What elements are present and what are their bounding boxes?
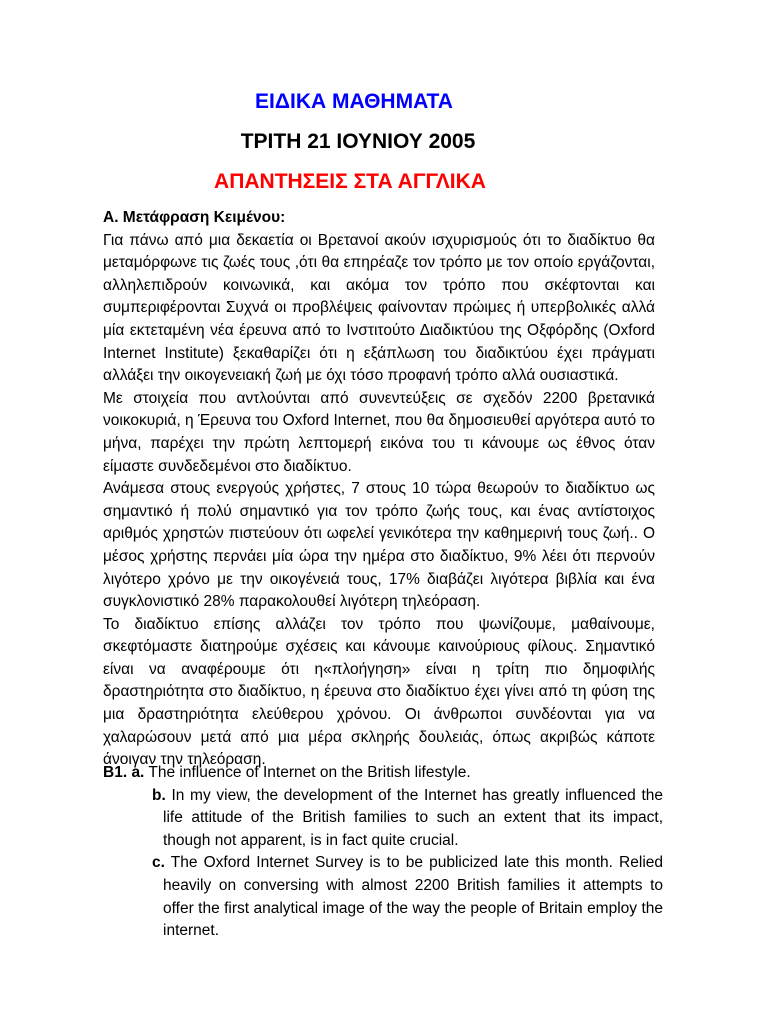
b1-item-c-text: The Oxford Internet Survey is to be publicized late this month. Relied heavily on conversing with almost 2200 British families it attempts to offer the first analytical image of the way the people of Britain employ the internet. [163,854,663,940]
b1-item-a-label: a. [131,764,145,781]
b1-item-a-text: The influence of Internet on the British lifestyle. [144,764,471,781]
document-subtitle: ΑΠΑΝΤΗΣΕΙΣ ΣΤΑ ΑΓΓΛΙΚΑ [214,170,486,193]
section-a-paragraph: Το διαδίκτυο επίσης αλλάζει τον τρόπο που ψωνίζουμε, μαθαίνουμε, σκεφτόμαστε διατηρούμε σχέσεις και κάνουμε καινούριους φίλους. Σημαντικό είναι να αναφέρουμε ότι η«πλοήγηση» είναι η τρίτη πιο δημοφιλής δραστηριότητα στο διαδίκτυο, η έρευνα στο διαδίκτυο έχει γίνει από τη φύση της μια δραστηριότητα ελεύθερου χρόνου. Οι άνθρωποι συνδέονται για να χαλαρώσουν μετά από μια μέρα σκληρής δουλειάς, όπως ακριβώς κάποτε άνοιγαν την τηλεόραση. [103,615,655,769]
b1-item-b [103,785,663,853]
b1-item-c-label: c. [152,854,165,872]
section-a-paragraph: Για πάνω από μια δεκαετία οι Βρετανοί ακούν ισχυρισμούς ότι το διαδίκτυο θα μεταμόρφωνε τις ζωές τους ,ότι θα επηρέαζε τον τρόπο με τον οποίο εργάζονται, αλληλεπιδρούν κοινωνικά, και ακόμα τον τρόπο που σκέφτονται και συμπεριφέρονται Συχνά οι προβλέψεις φαίνονταν πρώιμες ή υπερβολικές αλλά μία εκτεταμένη νέα έρευνα από το Ινστιτούτο Διαδικτύου της Οξφόρδης (Oxford Internet Institute) ξεκαθαρίζει ότι η εξάπλωση του διαδικτύου έχει πράγματι αλλάξει την οικογενειακή ζωή με όχι τόσο προφανή τρόπο αλλά ουσιαστικά. [103,231,655,385]
b1-item-b-label: b. [152,786,166,804]
b1-item-c [103,852,663,942]
section-a-paragraph: Με στοιχεία που αντλούνται από συνεντεύξεις σε σχεδόν 2200 βρετανικά νοικοκυριά, η Έρευνα του Oxford Internet, που θα δημοσιευθεί αργότερα αυτό το μήνα, παρέχει την πρώτη λεπτομερή εικόνα του τι κάνουμε ως έθνος όταν είμαστε συνδεδεμένοι στο διαδίκτυο. [103,389,655,475]
b1-number: Β1. [103,764,128,781]
exam-date: ΤΡΙΤΗ 21 ΙΟΥΝΙΟΥ 2005 [240,130,476,153]
section-a-heading: Α. Μετάφραση Κειμένου: [103,209,286,226]
b1-item-b-text: In my view, the development of the Internet has greatly influenced the life attitude of the British families to such an extent that its impact, though not apparent, is in fact quite crucial. [163,786,663,849]
b1-item-a [103,762,663,785]
section-b1 [103,762,663,943]
section-a [103,207,655,772]
document-title: ΕΙΔΙΚΑ ΜΑΘΗΜΑΤΑ [255,90,453,113]
section-a-paragraph: Ανάμεσα στους ενεργούς χρήστες, 7 στους 10 τώρα θεωρούν το διαδίκτυο ως σημαντικό ή πολύ σημαντικό για τον τρόπο ζωής τους, και ένας αντίστοιχος αριθμός χρηστών πιστεύουν ότι ωφελεί γενικότερα την καθημερινή τους ζωή.. Ο μέσος χρήστης περνάει μία ώρα την ημέρα στο διαδίκτυο, 9% λέει ότι περνούν λιγότερο χρόνο με την οικογένειά τους, 17% διαβάζει λιγότερα βιβλία και ένα συγκλονιστικό 28% παρακολουθεί λιγότερη τηλεόραση. [103,480,655,611]
